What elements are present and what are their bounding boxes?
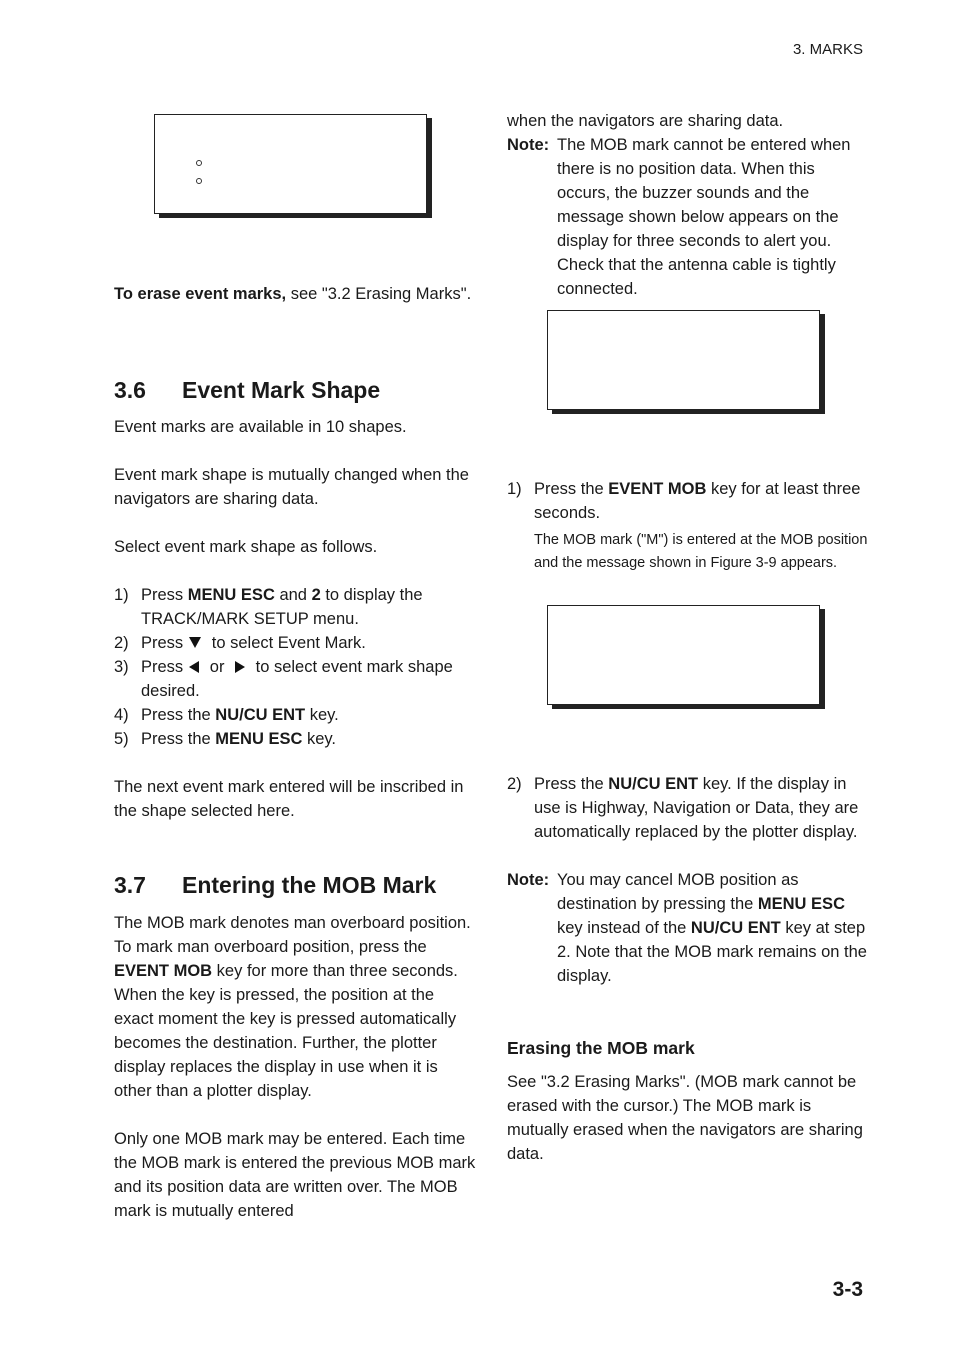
section-3-7 xyxy=(114,871,476,899)
arrow-right-icon xyxy=(235,661,245,673)
paragraph-next-mark: The next event mark entered will be inscribed in the shape selected here. xyxy=(114,778,464,820)
list-item: 4) Press the NU/CU ENT key. xyxy=(114,706,339,724)
chapter-header: 3. MARKS xyxy=(792,41,863,58)
bullet-dot-2 xyxy=(196,178,202,184)
list-item: 5) Press the MENU ESC key. xyxy=(114,730,337,748)
shape-steps-list xyxy=(114,583,476,751)
figure-box-no-position-message xyxy=(547,310,820,410)
erasing-mob-section xyxy=(507,1036,872,1166)
page-number: 3-3 xyxy=(832,1278,863,1301)
paragraph-erasing-mob: See "3.2 Erasing Marks". (MOB mark cannot be erased with the cursor.) The MOB mark is mutually erased when the navigators are sharing data. xyxy=(507,1073,863,1163)
list-item: 1) Press the EVENT MOB key for at least three seconds. The MOB mark ("M") is entered at the MOB position and the message shown in Figure 3-9 appears. xyxy=(507,477,872,575)
list-item: 2) Press to select Event Mark. xyxy=(114,634,366,652)
figure-box-event-marks xyxy=(154,114,427,214)
step-1-detail: The MOB mark ("M") is entered at the MOB position and the message shown in Figure 3-9 appears. xyxy=(534,532,868,571)
erase-event-marks-note xyxy=(114,282,476,306)
section-heading-3-7: 3.7 Entering the MOB Mark xyxy=(114,872,437,898)
list-item: 1) Press MENU ESC and 2 to display the TRACK/MARK SETUP menu. xyxy=(114,586,423,628)
mob-step-1 xyxy=(507,477,872,575)
section-3-6 xyxy=(114,376,476,404)
note-cancel-mob: Note: You may cancel MOB position as destination by pressing the MENU ESC key instead of the NU/CU ENT key at step 2. Note that the MOB mark remains on the display. xyxy=(507,871,867,985)
section-heading-3-6: 3.6 Event Mark Shape xyxy=(114,377,381,403)
arrow-down-icon xyxy=(189,637,201,648)
figure-box-mob-message xyxy=(547,605,820,705)
arrow-left-icon xyxy=(189,661,199,673)
bullet-dot-1 xyxy=(196,160,202,166)
list-item: 3) Press or to select event mark shape desired. xyxy=(114,658,453,700)
section-3-7-body xyxy=(114,911,476,1223)
erase-bold: To erase event marks, xyxy=(114,285,287,303)
erase-rest: see "3.2 Erasing Marks". xyxy=(286,285,472,303)
paragraph-mob-only-one: Only one MOB mark may be entered. Each time the MOB mark is entered the previous MOB mark and its position data are written over. The MOB mark is mutually entered xyxy=(114,1130,476,1220)
mob-step-2 xyxy=(507,772,872,988)
list-item: 2) Press the NU/CU ENT key. If the display in use is Highway, Navigation or Data, they are automatically replaced by the plotter display. xyxy=(507,775,859,841)
paragraph-mob-intro: The MOB mark denotes man overboard position. To mark man overboard position, press the EVENT MOB key for more than three seconds. When the key is pressed, the position at the exact moment the key is pressed automatically becomes the destination. Further, the plotter display replaces the display in use when it is other than a plotter display. xyxy=(114,914,471,1100)
subheading-erasing-mob: Erasing the MOB mark xyxy=(507,1038,695,1058)
paragraph-mutual: Event mark shape is mutually changed when the navigators are sharing data. xyxy=(114,466,469,508)
section-3-6-body xyxy=(114,415,476,823)
note-no-position: Note: The MOB mark cannot be entered when there is no position data. When this occurs, the buzzer sounds and the message shown below appears on the display for three seconds to alert you. Check that the antenna cable is tightly connected. xyxy=(507,136,851,298)
paragraph-continued: when the navigators are sharing data. xyxy=(507,112,784,130)
paragraph-select: Select event mark shape as follows. xyxy=(114,538,378,556)
paragraph-shapes: Event marks are available in 10 shapes. xyxy=(114,418,407,436)
right-column-top xyxy=(507,109,872,301)
